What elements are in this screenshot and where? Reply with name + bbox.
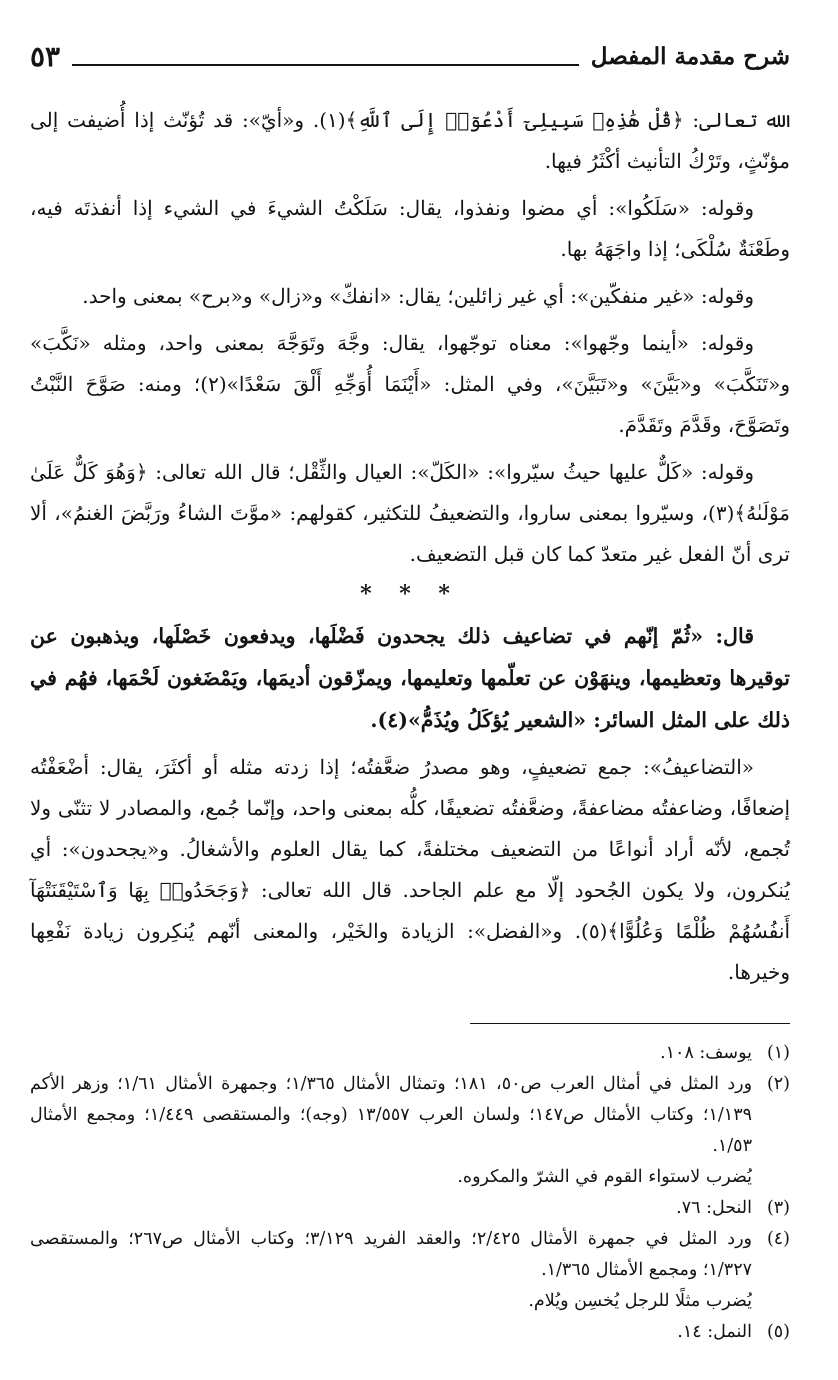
page-header [30,30,790,82]
footnote-4-note: يُضرب مثلًا للرجل يُخسِن ويُلام. [528,1291,752,1311]
paragraph-3: وقوله: «غير منفكّين»: أي غير زائلين؛ يقال: «انفكّ» و«زال» و«برح» بمعنى واحد. [82,284,754,308]
footnote-number: (٤) [766,1229,790,1249]
footnote-text: النحل: ٧٦. [676,1198,752,1218]
paragraph-2: وقوله: «سَلَكُوا»: أي مضوا ونفذوا، يقال: سَلَكْتُ الشيءَ في الشيء إذا أنفذتَه فيه، وطَعْنَةٌ سُلْكَى؛ إذا واجَهَهُ بها. [30,196,790,261]
section-separator: * * * [360,581,460,607]
footnote-4 [30,1224,790,1286]
running-title: شرح مقدمة المفصل [590,42,790,70]
footnote-number: (٣) [766,1198,790,1218]
paragraph-1: الله تعالى: ﴿قُلْ هَٰذِهِۦ سَبِيلِىٓ أَدْعُوٓا۟ إِلَى ٱللَّهِ﴾(١). و«أيّ»: قد تُؤنّث إذا أُضيفت إلى مؤنّثٍ، وتَرْكُ التأنيث أكْثَرُ فيها. [30,108,790,173]
footnote-5 [30,1317,790,1348]
footnote-text: ورد المثل في جمهرة الأمثال ٢/٤٢٥؛ والعقد الفريد ٣/١٢٩؛ وكتاب الأمثال ص٢٦٧؛ والمستقصى ١/٣٢٧؛ ومجمع الأمثال ١/٣٦٥. [30,1229,752,1280]
footnote-3 [30,1193,790,1224]
paragraph-4: وقوله: «أينما وجّهوا»: معناه توجّهوا، يقال: وجَّهَ وتَوَجَّهَ بمعنى واحد، ومثله «نَكَّبَ» و«تَنَكَّبَ» و«بَيَّنَ» و«تَبَيَّنَ»، وفي المثل: «أَيْنَمَا أُوَجِّهِ أَلْقَ سَعْدًا»(٢)؛ ومنه: صَوَّحَ النَّبْتُ وتَصَوَّحَ، وقَدَّمَ وتَقَدَّمَ. [30,331,791,437]
footnote-text: النمل: ١٤. [677,1322,752,1342]
commentary-paragraph: «التضاعيفُ»: جمع تضعيفٍ، وهو مصدرُ ضعَّفتُه؛ إذا زدته مثله أو أكثَرَ، يقال: أضْعَفْتُه إضعافًا، وضاعفتُه مضاعفةً، وضعَّفتُه تضعيفًا، كلُّه بمعنى واحد، وإنّما جُمع، والمصادر لا تثنّى ولا تُجمع، لأنّه أراد أنواعًا من التضعيف مختلفةً، كما يقال العلوم والأشغالُ. و«يجحدون»: أي يُنكرون، ولا يكون الجُحود إلّا مع علم الجاحد. قال الله تعالى: ﴿وَجَحَدُوا۟ بِهَا وَٱسْتَيْقَنَتْهَآ أَنفُسُهُمْ ظُلْمًا وَعُلُوًّا﴾(٥). و«الفضل»: الزيادة والخَيْر، والمعنى أنّهم يُنكِرون زيادة نَفْعِها وخيرها. [30,755,790,984]
footnote-number: (١) [766,1043,790,1063]
main-text [30,100,790,993]
footnote-text: يوسف: ١٠٨. [660,1043,752,1063]
footnotes [30,1038,790,1348]
footnote-2 [30,1069,790,1162]
footnote-text: ورد المثل في أمثال العرب ص٥٠، ١٨١؛ وتمثال الأمثال ١/٣٦٥؛ وجمهرة الأمثال ١/٦١؛ وزهر الأكم ١/١٣٩؛ وكتاب الأمثال ص١٤٧؛ ولسان العرب ١٣/٥٥٧ (وجه)؛ والمستقصى ١/٤٤٩؛ ومجمع الأمثال ١/٥٣. [30,1074,753,1156]
header-rule [72,64,579,66]
footnote-2-note: يُضرب لاستواء القوم في الشرّ والمكروه. [457,1167,752,1187]
footnote-number: (٥) [766,1322,790,1342]
footnote-number: (٢) [766,1074,790,1094]
footnote-1 [30,1038,790,1069]
footnote-rule [470,1023,790,1024]
page-number: ٥٣ [30,39,61,73]
paragraph-5: وقوله: «كَلٌّ عليها حيثُ سيّروا»: «الكَلّ»: العيال والثِّقْل؛ قال الله تعالى: ﴿وَهُوَ كَلٌّ عَلَىٰ مَوْلَىٰهُ﴾(٣)، وسيّروا بمعنى ساروا، والتضعيفُ للتكثير، كقولهم: «موَّتَ الشاءُ ورَبَّضَ الغنمُ»، ألا ترى أنّ الفعل غير متعدّ كما كان قبل التضعيف. [30,460,790,566]
quoted-passage: قال: «ثُمّ إنّهم في تضاعيف ذلك يجحدون فَضْلَها، ويدفعون خَصْلَها، ويذهبون عن توقيرها وتعظيمها، وينهَوْن عن تعلّمها وتعليمها، ويمزّقون أديمَها، ويَمْضَغون لَحْمَها، فهُم في ذلك على المثل السائر: «الشعير يُؤكَلُ ويُذَمُّ»(٤). [30,624,790,732]
